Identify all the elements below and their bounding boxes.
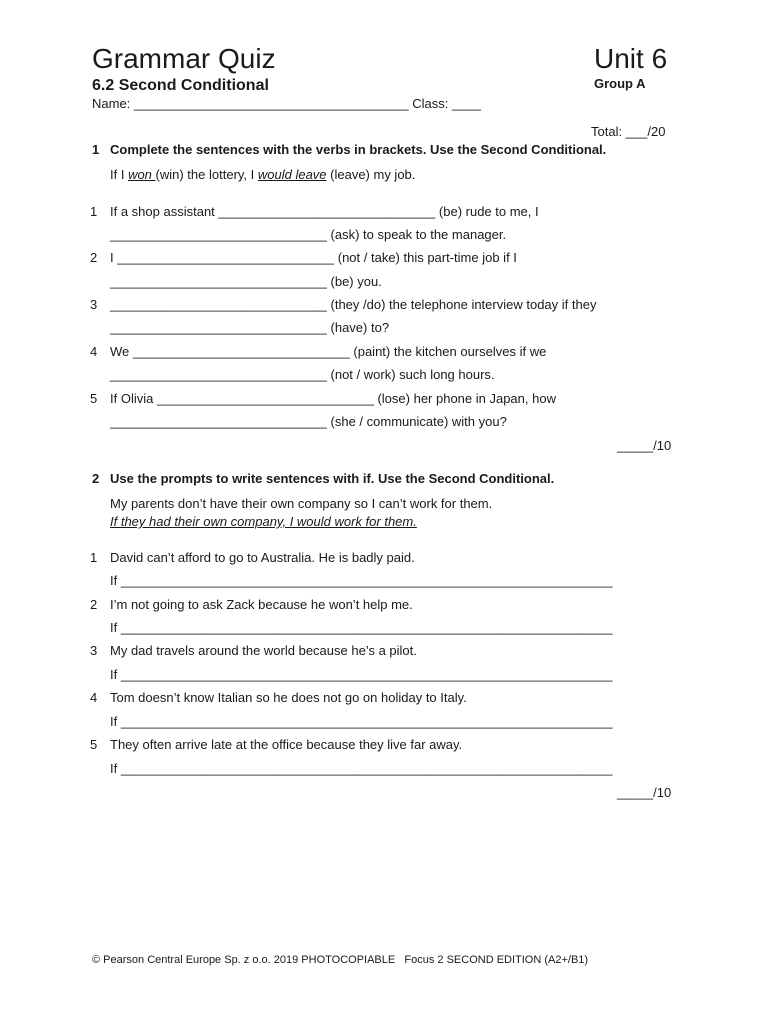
exercise-line: ______________________________ (they /do) the telephone interview today if they <box>110 297 597 312</box>
section2-instruction: Use the prompts to write sentences with if. Use the Second Conditional. <box>110 471 555 486</box>
section2-example-prompt: My parents don’t have their own company so I can’t work for them. <box>110 496 493 511</box>
item-number: 4 <box>90 344 98 359</box>
exercise-line: If Olivia ______________________________ (lose) her phone in Japan, how <box>110 391 556 406</box>
exercise-line: We ______________________________ (paint) the kitchen ourselves if we <box>110 344 547 359</box>
item-number: 2 <box>90 597 98 612</box>
exercise-line: ______________________________ (ask) to speak to the manager. <box>110 227 507 242</box>
exercise-line: If a shop assistant ______________________________ (be) rude to me, I <box>110 204 539 219</box>
copyright-footer: © Pearson Central Europe Sp. z o.o. 2019 PHOTOCOPIABLE Focus 2 SECOND EDITION (A2+/B1) <box>92 954 589 966</box>
item-number: 3 <box>90 643 98 658</box>
section2-score: _____/10 <box>617 785 672 800</box>
section1-score: _____/10 <box>617 438 672 453</box>
item-number: 1 <box>90 550 98 565</box>
exercise-line: ______________________________ (she / communicate) with you? <box>110 414 507 429</box>
quiz-title: Grammar Quiz <box>92 43 276 74</box>
unit-label: Unit 6 <box>594 43 668 74</box>
prompt-line: My dad travels around the world because he’s a pilot. <box>110 643 417 658</box>
prompt-line: They often arrive late at the office because they live far away. <box>110 737 463 752</box>
section2-example-answer: If they had their own company, I would work for them. <box>110 514 417 529</box>
prompt-line: David can’t afford to go to Australia. He is badly paid. <box>110 550 415 565</box>
item-number: 5 <box>90 391 98 406</box>
section1-number: 1 <box>92 142 100 157</box>
item-number: 4 <box>90 690 98 705</box>
section2-number: 2 <box>92 471 100 486</box>
section1-example: If I won (win) the lottery, I would leave (leave) my job. <box>110 167 416 182</box>
item-number: 2 <box>90 250 98 265</box>
section1-instruction: Complete the sentences with the verbs in brackets. Use the Second Conditional. <box>110 142 607 157</box>
exercise-line: ______________________________ (be) you. <box>110 274 382 289</box>
answer-line: If ____________________________________________________________________ <box>110 667 613 682</box>
group-label: Group A <box>594 76 646 91</box>
quiz-subtitle: 6.2 Second Conditional <box>92 77 269 94</box>
item-number: 3 <box>90 297 98 312</box>
item-number: 5 <box>90 737 98 752</box>
answer-line: If ____________________________________________________________________ <box>110 620 613 635</box>
answer-line: If ____________________________________________________________________ <box>110 714 613 729</box>
exercise-line: ______________________________ (have) to? <box>110 320 390 335</box>
exercise-line: I ______________________________ (not / take) this part-time job if I <box>110 250 517 265</box>
prompt-line: Tom doesn’t know Italian so he does not go on holiday to Italy. <box>110 690 467 705</box>
exercise-line: ______________________________ (not / work) such long hours. <box>110 367 495 382</box>
name-class-line: Name: ______________________________________ Class: ____ <box>92 96 481 111</box>
answer-line: If ____________________________________________________________________ <box>110 761 613 776</box>
answer-line: If ____________________________________________________________________ <box>110 573 613 588</box>
total-score: Total: ___/20 <box>591 124 666 139</box>
prompt-line: I’m not going to ask Zack because he won’t help me. <box>110 597 413 612</box>
item-number: 1 <box>90 204 98 219</box>
